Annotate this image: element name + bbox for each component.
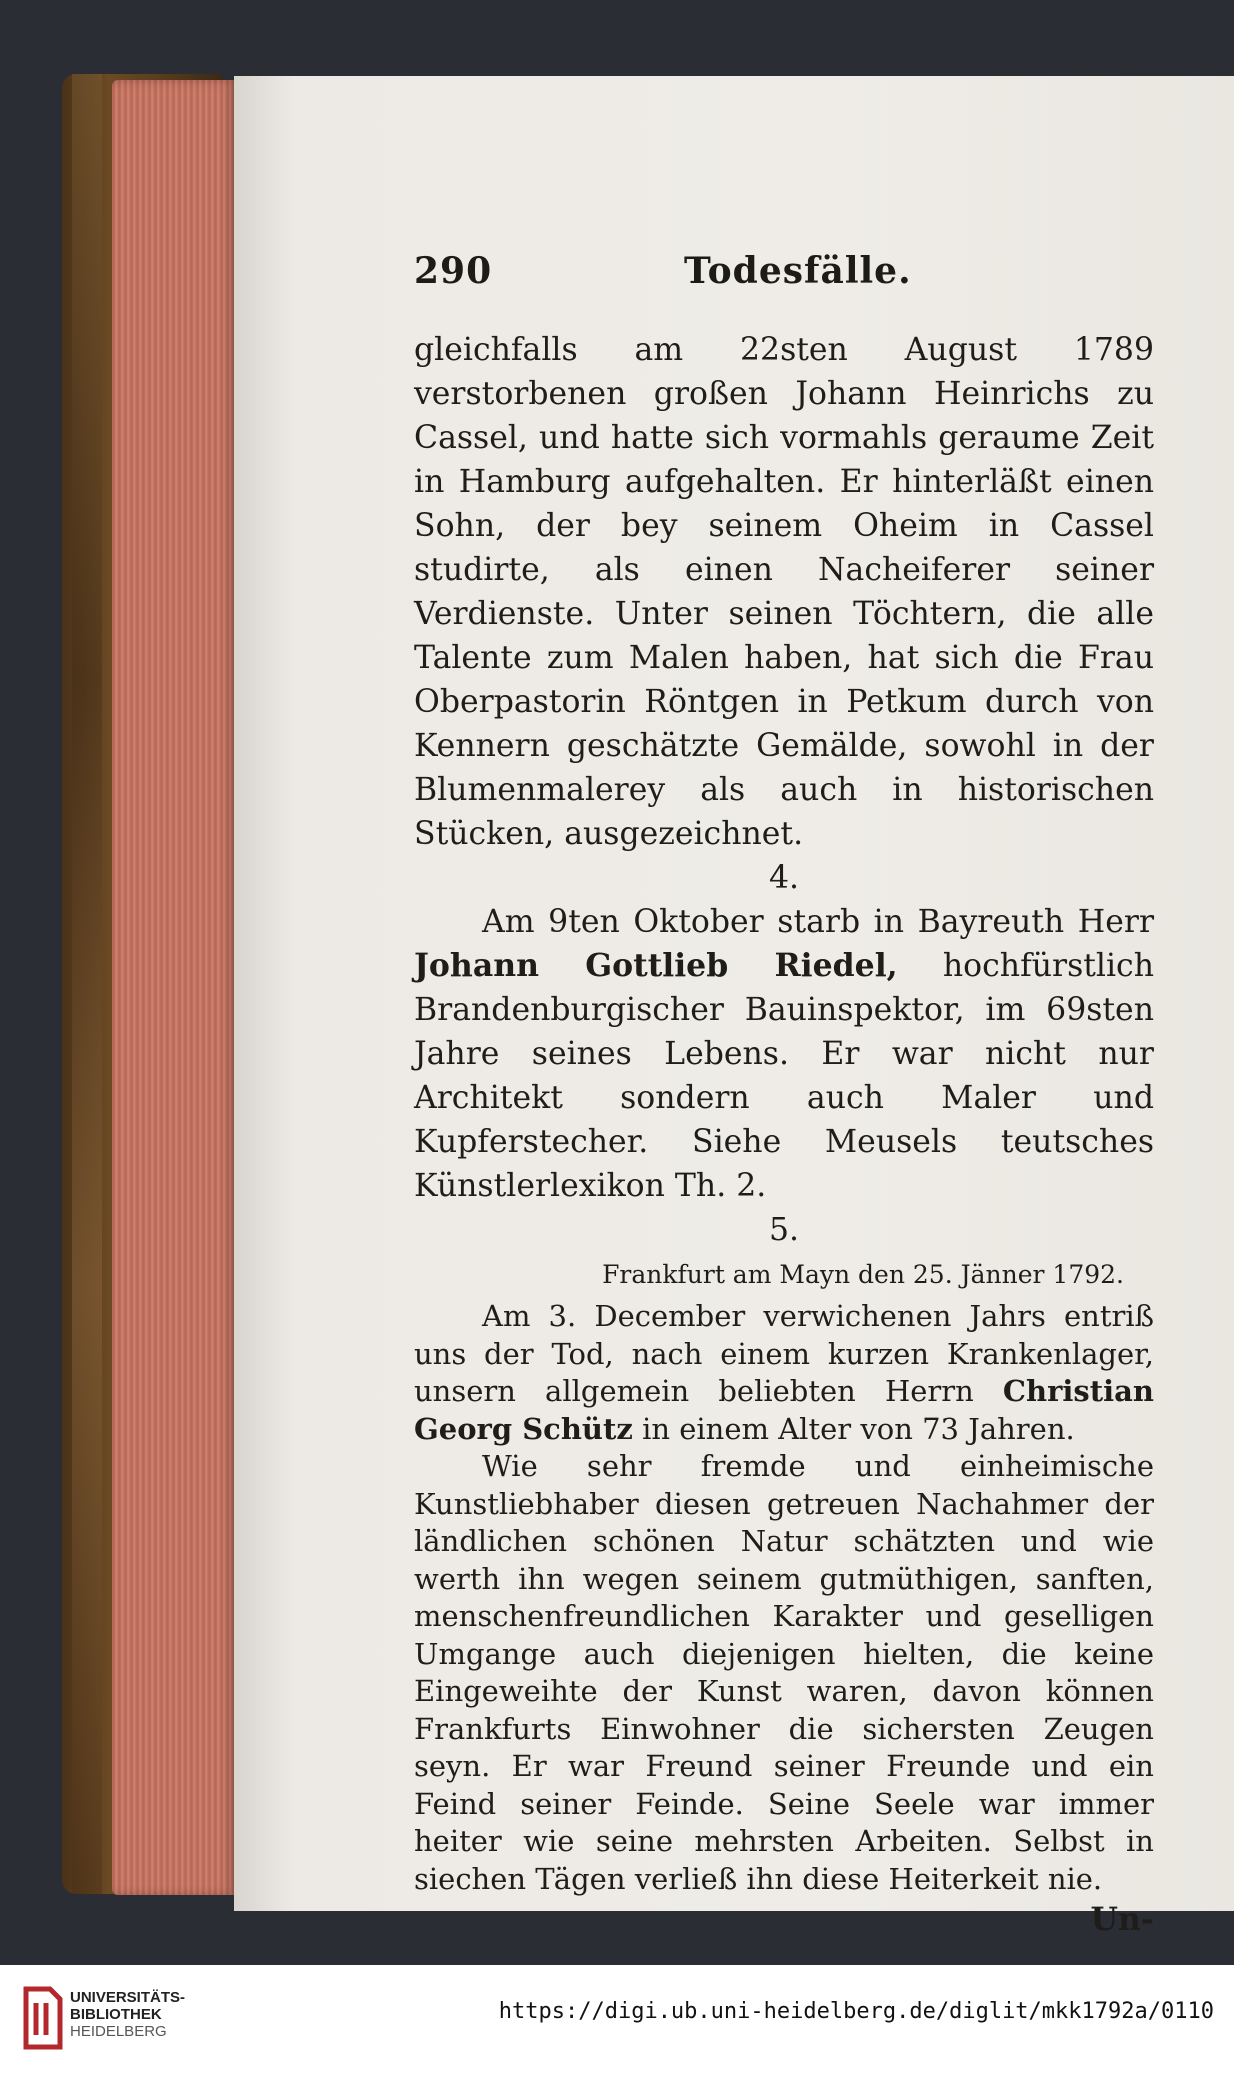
section4-text-post: hochfürstlich Brandenburgischer Bauinspektor, im 69sten Jahre seines Lebens. Er war nicht nur Architekt sondern auch Maler und Kupferstecher. Siehe Meusels teutsches Künstlerlexikon Th. 2. bbox=[414, 948, 1154, 1204]
page-header bbox=[414, 250, 1154, 298]
library-name bbox=[70, 1989, 185, 2040]
person-name-riedel: Johann Gottlieb Riedel, bbox=[414, 947, 898, 984]
dateline: Frankfurt am Mayn den 25. Jänner 1792. bbox=[602, 1260, 1124, 1289]
paragraph-section-5 bbox=[414, 1298, 1154, 1448]
person-name-schuetz: Christian Georg Schütz bbox=[414, 1374, 1154, 1446]
library-name-line1: UNIVERSITÄTS- bbox=[70, 1989, 186, 2006]
section4-text-pre: Am 9ten Oktober starb in Bayreuth Herr bbox=[482, 904, 1154, 940]
library-name-line2: BIBLIOTHEK bbox=[70, 2006, 162, 2023]
section-number-5: 5. bbox=[768, 1212, 800, 1248]
section5-text-pre: Am 3. December verwichenen Jahrs entriß uns der Tod, nach einem kurzen Krankenlager, unsern allgemein beliebten Herrn bbox=[414, 1299, 1154, 1408]
university-library-logo-icon bbox=[20, 1983, 66, 2053]
page-body bbox=[414, 328, 1154, 1942]
catchword: Un- bbox=[1090, 1901, 1154, 1938]
viewer-footer bbox=[0, 1965, 1234, 2083]
section5-text-post: in einem Alter von 73 Jahren. bbox=[632, 1411, 1075, 1446]
paragraph-continuation: gleichfalls am 22sten August 1789 verstorbenen großen Johann Heinrichs zu Cassel, und hatte sich vormahls geraume Zeit in Hamburg aufgehalten. Er hinterläßt einen Sohn, der bey seinem Oheim in Cassel studirte, als einen Nacheiferer seiner Verdienste. Unter seinen Töchtern, die alle Talente zum Malen haben, hat sich die Frau Oberpastorin Röntgen in Petkum durch von Kennern geschätzte Gemälde, sowohl in der Blumenmalerey als auch in historischen Stücken, ausgezeichnet. bbox=[414, 332, 1154, 852]
paragraph-section-5-second: Wie sehr fremde und einheimische Kunstliebhaber diesen getreuen Nachahmer der ländlichen schönen Natur schätzten und wie werth ihn wegen seinem gutmüthigen, sanften, menschenfreundlichen Karakter und geselligen Umgange auch diejenigen hielten, die keine Eingeweihte der Kunst waren, davon können Frankfurts Einwohner die sichersten Zeugen seyn. Er war Freund seiner Freunde und ein Feind seiner Feinde. Seine Seele war immer heiter wie seine mehrsten Arbeiten. Selbst in siechen Tägen verließ ihn diese Heiterkeit nie. bbox=[414, 1449, 1154, 1896]
paragraph-section-4 bbox=[414, 900, 1154, 1208]
running-head: Todesfälle. bbox=[684, 250, 912, 292]
library-name-line3: HEIDELBERG bbox=[70, 2023, 167, 2040]
page-edges bbox=[112, 80, 236, 1895]
section-number-4: 4. bbox=[768, 860, 800, 896]
page-number: 290 bbox=[414, 250, 493, 292]
permalink-url[interactable]: https://digi.ub.uni-heidelberg.de/diglit/mkk1792a/0110 bbox=[498, 1999, 1214, 2024]
